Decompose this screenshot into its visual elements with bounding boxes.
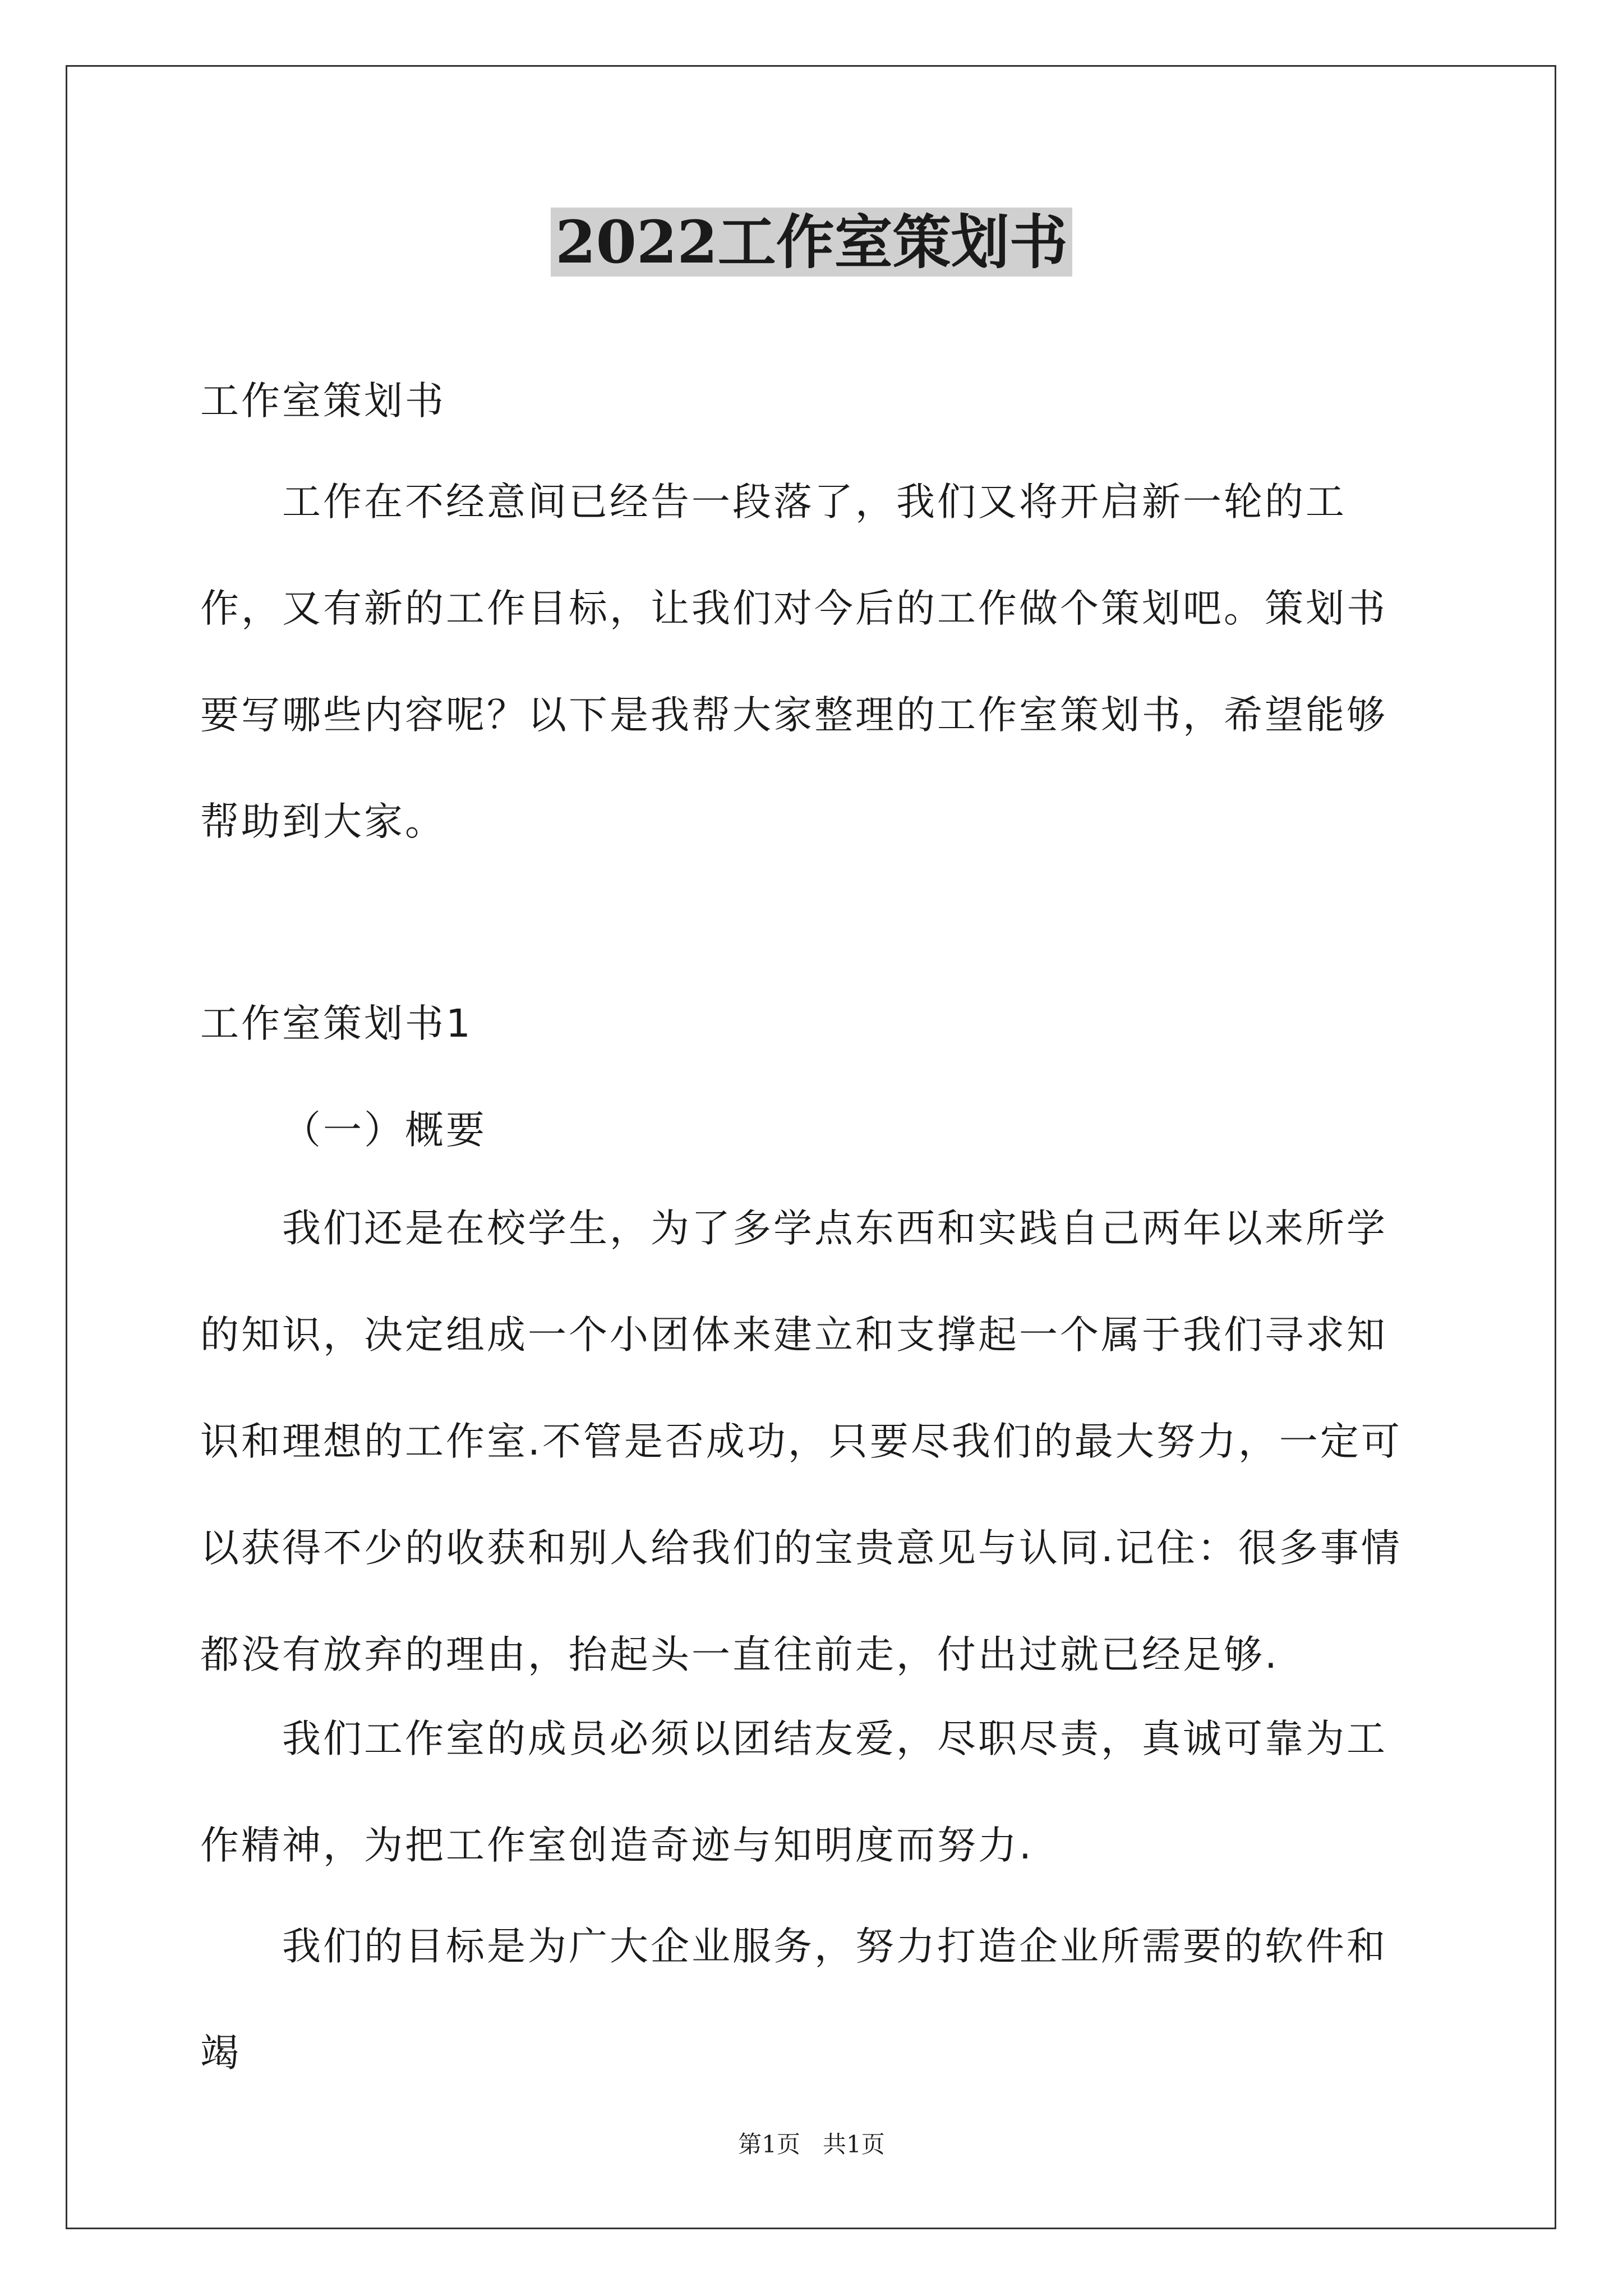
section-heading: 工作室策划书1 <box>200 1001 473 1046</box>
section-paragraph-3: 我们的目标是为广大企业服务，努力打造企业所需要的软件和竭 <box>200 1924 1387 2076</box>
document-title <box>0 208 1623 277</box>
document-title-text: 2022工作室策划书 <box>551 208 1072 277</box>
page-footer: 第1页 共1页 <box>738 2131 885 2158</box>
section-paragraph-2: 我们工作室的成员必须以团结友爱，尽职尽责，真诚可靠为工作精神，为把工作室创造奇迹与知明度而努力. <box>200 1717 1387 1868</box>
document-subtitle: 工作室策划书 <box>200 379 446 424</box>
intro-paragraph: 工作在不经意间已经告一段落了，我们又将开启新一轮的工作，又有新的工作目标，让我们对今后的工作做个策划吧。策划书要写哪些内容呢？以下是我帮大家整理的工作室策划书，希望能够帮助到大家。 <box>200 480 1387 844</box>
section-subheading: （一）概要 <box>282 1108 487 1153</box>
section-paragraph-1: 我们还是在校学生，为了多学点东西和实践自己两年以来所学的知识，决定组成一个小团体来建立和支撑起一个属于我们寻求知识和理想的工作室.不管是否成功，只要尽我们的最大努力，一定可以获得不少的收获和别人给我们的宝贵意见与认同.记住：很多事情都没有放弃的理由，抬起头一直往前走，付出过就已经足够. <box>200 1206 1402 1677</box>
